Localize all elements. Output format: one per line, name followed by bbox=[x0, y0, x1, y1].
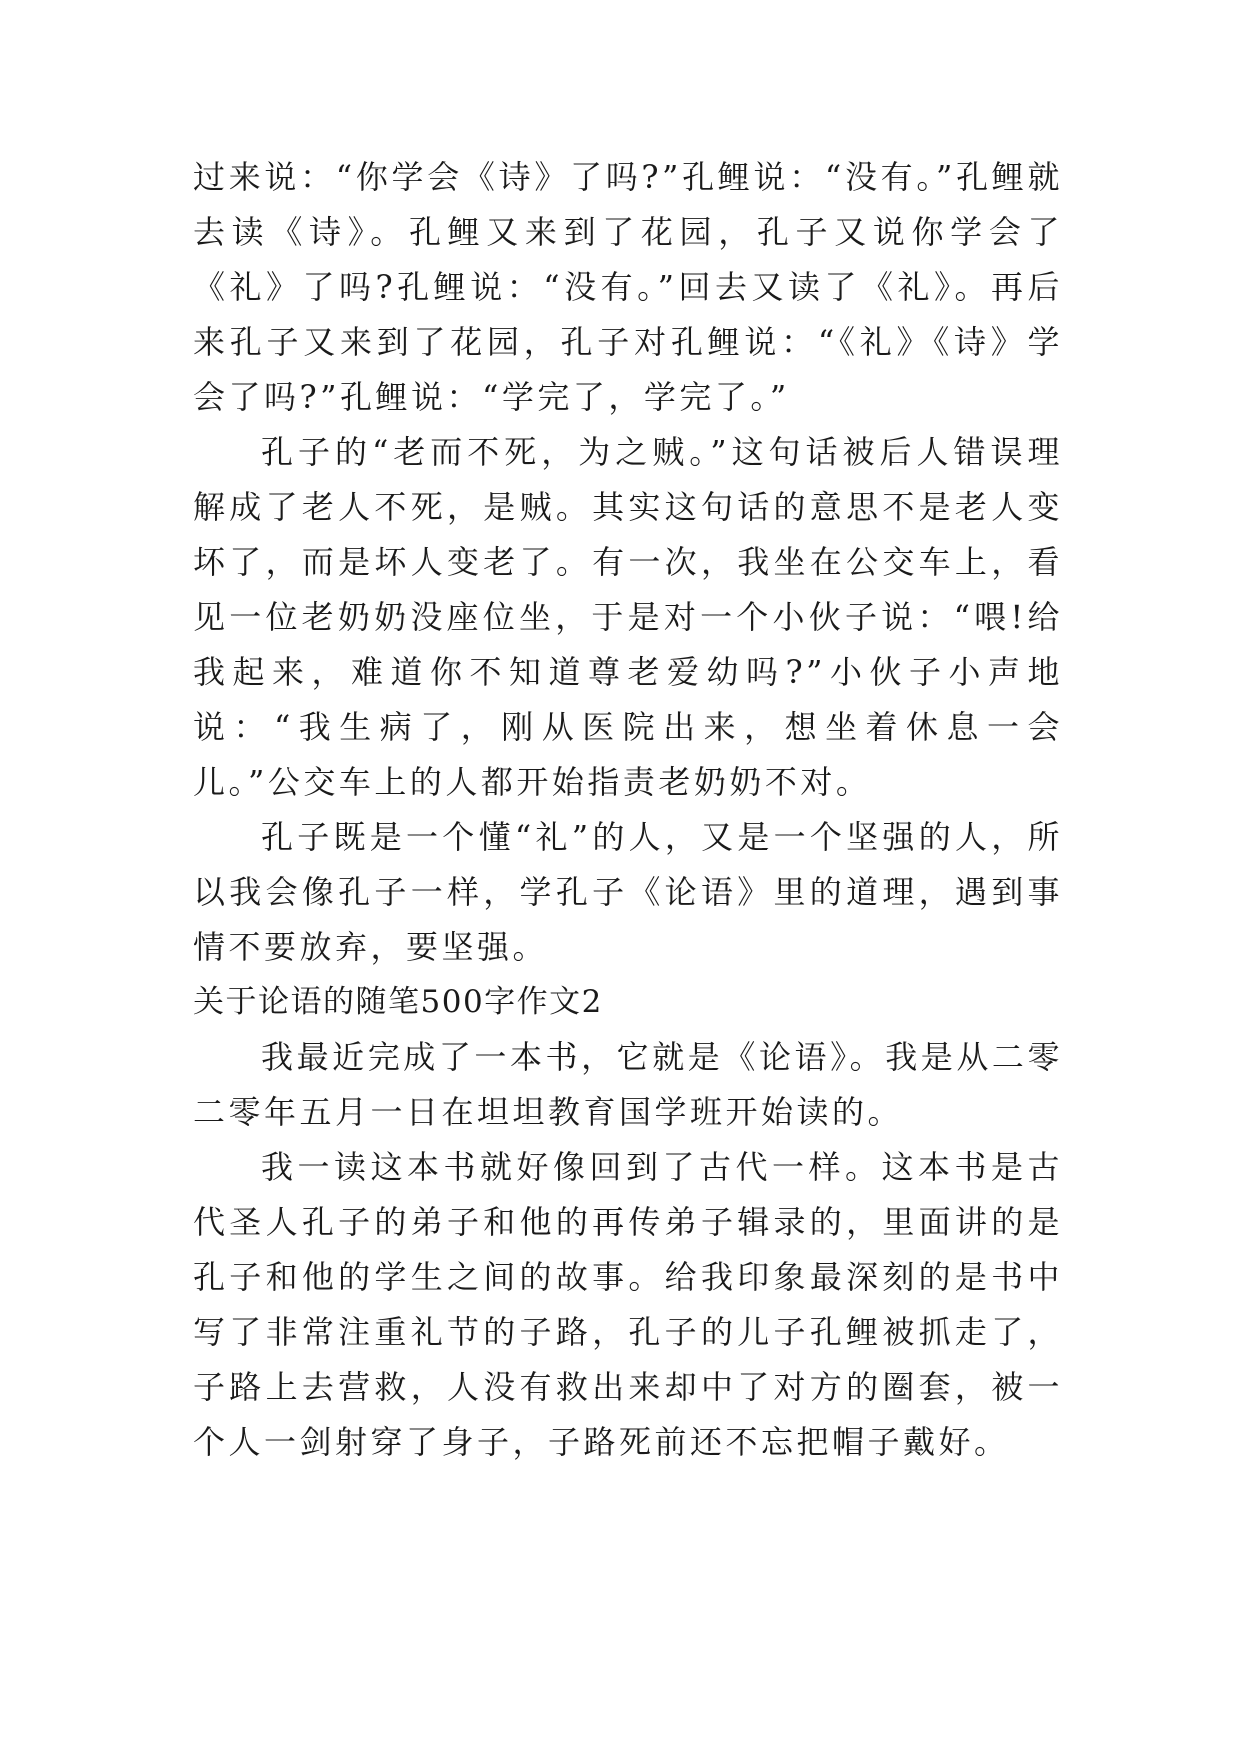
paragraph-continuation: 过来说：“你学会《诗》了吗?”孔鲤说：“没有。”孔鲤就去读《诗》。孔鲤又来到了花园，孔子又说你学会了《礼》了吗?孔鲤说：“没有。”回去又读了《礼》。再后来孔子又来到了花园，孔子对孔鲤说：“《礼》《诗》学会了吗?”孔鲤说：“学完了，学完了。” bbox=[193, 158, 1063, 416]
paragraph-intro: 我最近完成了一本书，它就是《论语》。我是从二零二零年五月一日在坦坦教育国学班开始读的。 bbox=[193, 1038, 1063, 1131]
paragraph-zilu-story: 我一读这本书就好像回到了古代一样。这本书是古代圣人孔子的弟子和他的再传弟子辑录的，里面讲的是孔子和他的学生之间的故事。给我印象最深刻的是书中写了非常注重礼节的子路，孔子的儿子孔鲤被抓走了，子路上去营救，人没有救出来却中了对方的圈套，被一个人一剑射穿了身子，子路死前还不忘把帽子戴好。 bbox=[193, 1148, 1063, 1461]
paragraph-conclusion: 孔子既是一个懂“礼”的人，又是一个坚强的人，所以我会像孔子一样，学孔子《论语》里的道理，遇到事情不要放弃，要坚强。 bbox=[193, 818, 1063, 966]
paragraph-laoerbusi: 孔子的“老而不死，为之贼。”这句话被后人错误理解成了老人不死，是贼。其实这句话的意思不是老人变坏了，而是坏人变老了。有一次，我坐在公交车上，看见一位老奶奶没座位坐，于是对一个小伙子说：“喂!给我起来，难道你不知道尊老爱幼吗?”小伙子小声地说：“我生病了，刚从医院出来，想坐着休息一会儿。”公交车上的人都开始指责老奶奶不对。 bbox=[193, 433, 1063, 801]
section-heading: 关于论语的随笔500字作文2 bbox=[193, 984, 603, 1020]
document-body bbox=[193, 150, 1063, 1470]
